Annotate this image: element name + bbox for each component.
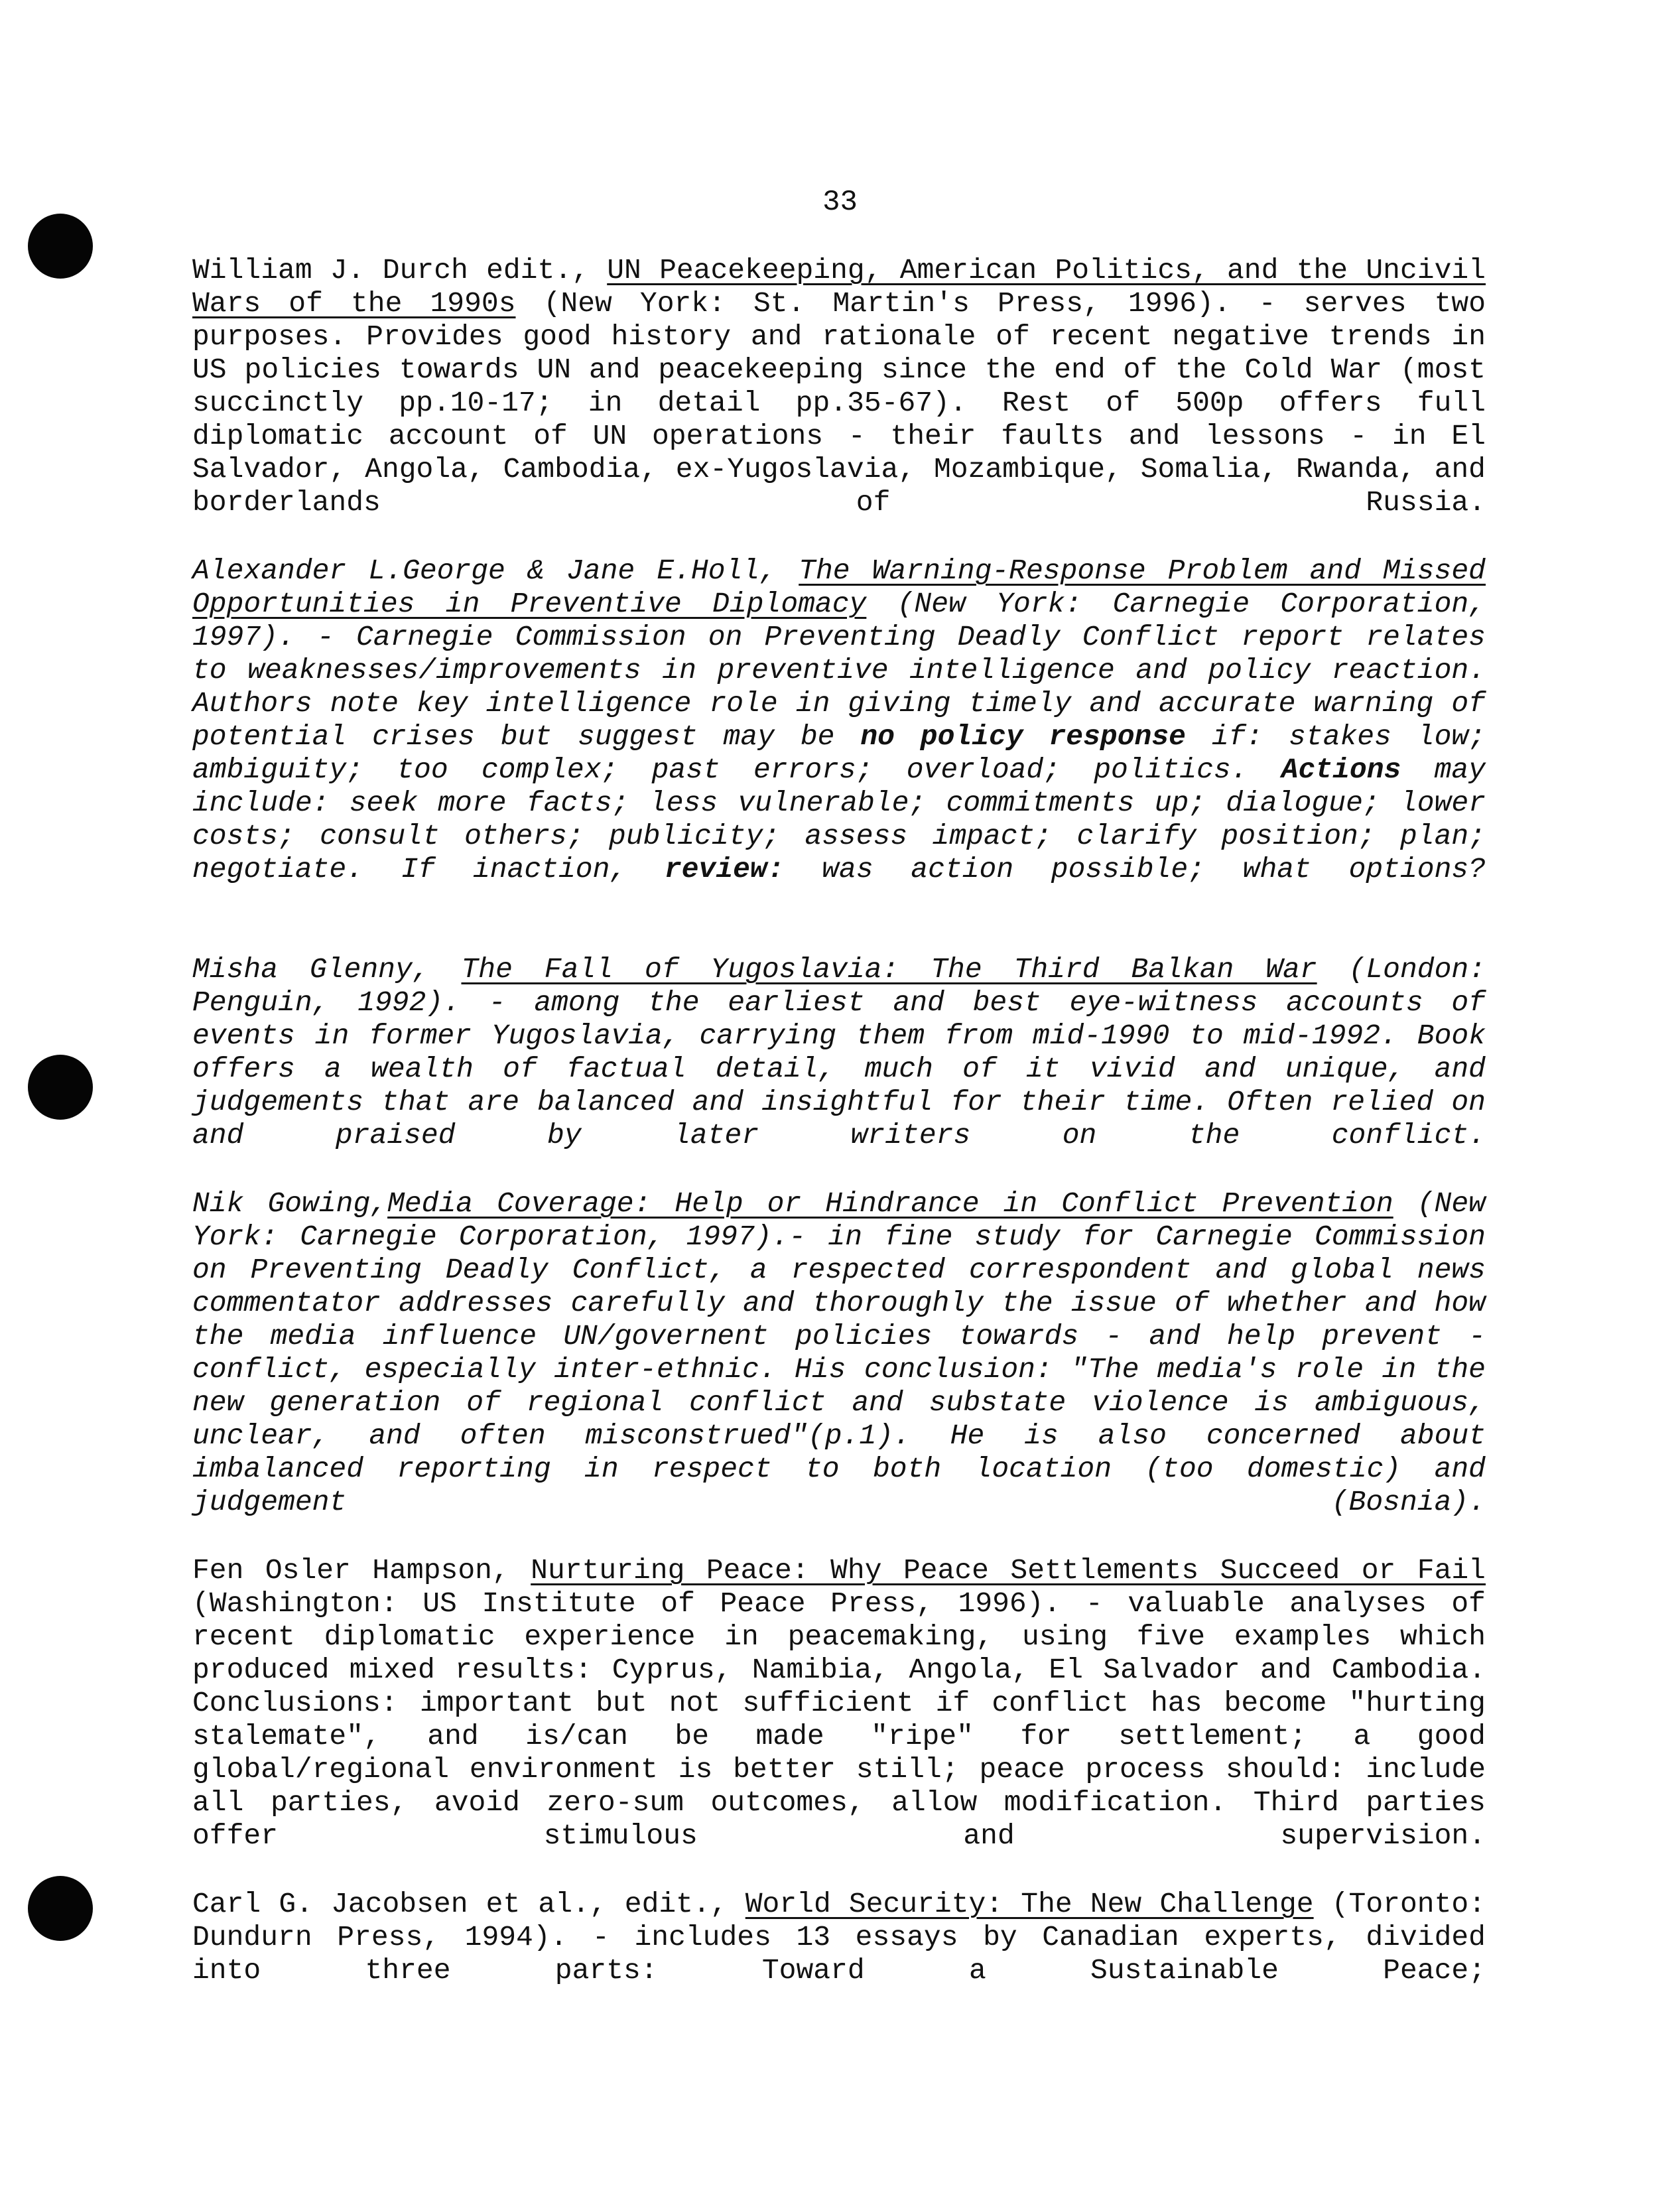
entry-title: Nurturing Peace: Why Peace Settlements Succeed or Fail [531, 1554, 1486, 1587]
entry-description: was action possible; what options? [822, 853, 1486, 886]
entry-author: William J. Durch edit., [192, 254, 589, 287]
entry-author: Nik Gowing, [192, 1187, 388, 1220]
entry-title: World Security: The New Challenge [745, 1888, 1314, 1920]
bibliography-entry [192, 254, 1486, 519]
entry-title: Media Coverage: Help or Hindrance in Conflict Prevention [387, 1187, 1393, 1220]
bibliography-entry [192, 555, 1486, 886]
entry-description: (Washington: US Institute of Peace Press, 1996). - valuable analyses of recent diplomatic experience in peacemaking, using five examples which produced mixed results: Cyprus, Namibia, Angola, El Salvador and Cambodia. Conclusions: important but not sufficient if conflict has become "hurting stalemate", and is/can be made "ripe" for settlement; a good global/regional environment is better still; peace process should: include all parties, avoid zero-sum outcomes, allow modification. Third parties offer stimulous and supervision. [192, 1587, 1486, 1852]
punch-hole [28, 1055, 93, 1120]
entry-title: The Warning-Response Problem and Missed Opportunities in Preventive Diplomacy [192, 555, 1486, 620]
entry-title: The Fall of Yugoslavia: The Third Balkan War [461, 953, 1317, 986]
entry-description: (New York: Carnegie Corporation, 1997).- in fine study for Carnegie Commission on Preventing Deadly Conflict, a respected correspondent and global news commentator addresses carefully and thoroughly the issue of whether and how the media influence UN/governent policies towards - and help prevent - conflict, especially inter-ethnic. His conclusion: "The media's role in the new generation of regional conflict and substate violence is ambiguous, unclear, and often misconstrued"(p.1). He is also concerned about imbalanced reporting in respect to both location (too domestic) and judgement (Bosnia). [192, 1187, 1486, 1518]
punch-hole [28, 214, 93, 279]
bibliography-entry [192, 1187, 1486, 1519]
entry-description: (Toronto: Dundurn Press, 1994). - includes 13 essays by Canadian experts, divided into three parts: Toward a Sustainable Peace; [192, 1888, 1486, 1987]
entry-author: Alexander L.George & Jane E.Holl, [192, 555, 777, 587]
page-number: 33 [822, 186, 858, 219]
bibliography-entry [192, 1554, 1486, 1853]
bold-phrase: Actions [1281, 754, 1401, 786]
bibliography-entry [192, 1888, 1486, 1987]
entry-author: Fen Osler Hampson, [192, 1554, 509, 1587]
entry-description: if: stakes low; ambiguity; too complex; past errors; overload; politics. [192, 720, 1486, 786]
bold-phrase: no policy response [860, 720, 1186, 753]
entry-author: Carl G. Jacobsen et al., edit., [192, 1888, 728, 1920]
entry-description: may include: seek more facts; less vulnerable; commitments up; dialogue; lower costs; consult others; publicity; assess impact; clarify position; plan; negotiate. If inaction, [192, 754, 1486, 886]
punch-hole [28, 1876, 93, 1941]
entry-title: UN Peacekeeping, American Politics, and the Uncivil Wars of the 1990s [192, 254, 1486, 320]
entry-description: (London: Penguin, 1992). - among the earliest and best eye-witness accounts of events in former Yugoslavia, carrying them from mid-1990 to mid-1992. Book offers a wealth of factual detail, much of it vivid and unique, and judgements that are balanced and insightful for their time. Often relied on and praised by later writers on the conflict. [192, 953, 1486, 1152]
bold-phrase: review: [664, 853, 785, 886]
entry-author: Misha Glenny, [192, 953, 430, 986]
entry-description: (New York: Carnegie Corporation, 1997). - Carnegie Commission on Preventing Deadly Conflict report relates to weaknesses/improvements in preventive intelligence and policy reaction. Authors note key intelligence role in giving timely and accurate warning of potential crises but suggest may be [192, 588, 1486, 753]
entry-description: (New York: St. Martin's Press, 1996). - serves two purposes. Provides good history and rationale of recent negative trends in US policies towards UN and peacekeeping since the end of the Cold War (most succinctly pp.10-17; in detail pp.35-67). Rest of 500p offers full diplomatic account of UN operations - their faults and lessons - in El Salvador, Angola, Cambodia, ex-Yugoslavia, Mozambique, Somalia, Rwanda, and borderlands of Russia. [192, 287, 1486, 519]
bibliography-entry [192, 953, 1486, 1152]
